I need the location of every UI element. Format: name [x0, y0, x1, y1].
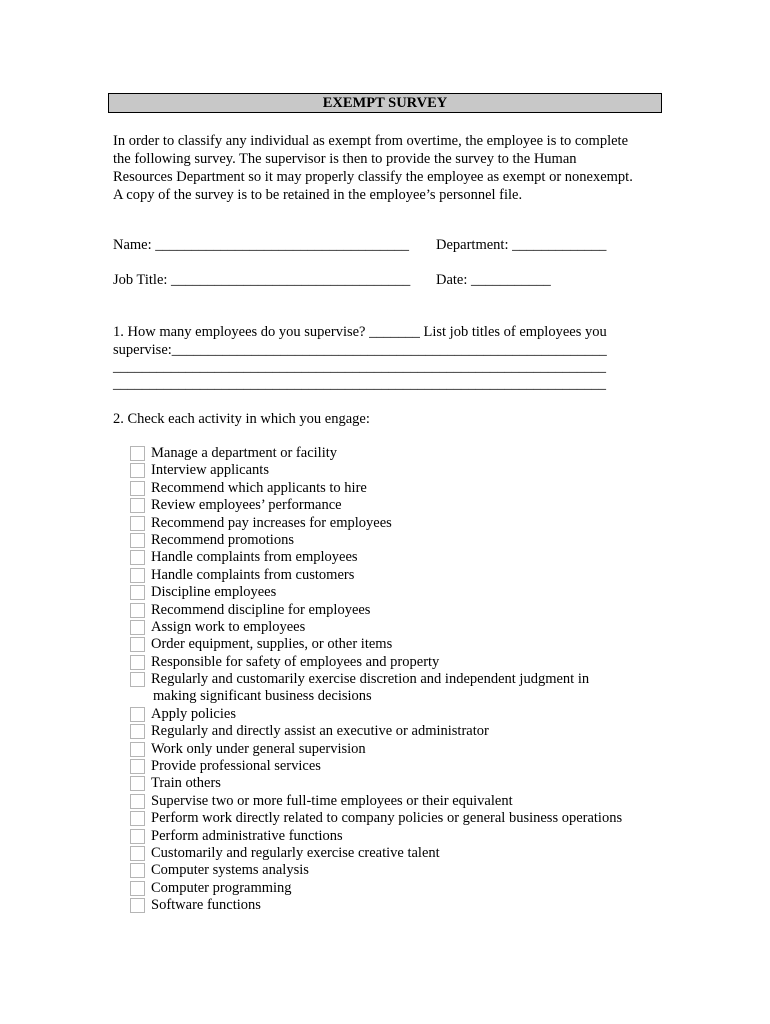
list-item — [130, 654, 622, 671]
activity-label: Supervise two or more full-time employees or their equivalent — [151, 792, 513, 809]
list-item — [130, 828, 622, 845]
activity-checkbox[interactable] — [130, 603, 145, 618]
activity-checkbox[interactable] — [130, 863, 145, 878]
activity-checkbox[interactable] — [130, 846, 145, 861]
list-item — [130, 862, 622, 879]
list-item — [130, 462, 622, 479]
job-title-field[interactable]: Job Title: _________________________________ — [113, 272, 411, 288]
activity-checkbox[interactable] — [130, 776, 145, 791]
list-item — [130, 845, 622, 862]
list-item — [130, 480, 622, 497]
activity-label: Regularly and directly assist an executive or administrator — [151, 723, 489, 740]
activity-checkbox[interactable] — [130, 533, 145, 548]
activity-label: Handle complaints from customers — [151, 566, 355, 583]
activity-checkbox[interactable] — [130, 637, 145, 652]
list-item — [130, 758, 622, 775]
survey-title: EXEMPT SURVEY — [108, 93, 662, 113]
activity-checkbox[interactable] — [130, 794, 145, 809]
activity-label: Recommend promotions — [151, 531, 294, 548]
list-item — [130, 880, 622, 897]
activity-checkbox[interactable] — [130, 481, 145, 496]
list-item — [130, 567, 622, 584]
activity-label: Assign work to employees — [151, 618, 306, 635]
intro-paragraph — [113, 132, 673, 204]
activity-label: Responsible for safety of employees and property — [151, 653, 440, 670]
supervise-titles-line[interactable]: supervise:____________________________________________________________ — [113, 342, 607, 358]
list-item — [130, 584, 622, 601]
intro-line: In order to classify any individual as exempt from overtime, the employee is to complete — [113, 133, 629, 149]
activity-checkbox[interactable] — [130, 759, 145, 774]
activity-label: Recommend which applicants to hire — [151, 479, 367, 496]
activity-label-line: Regularly and customarily exercise discretion and independent judgment in — [151, 671, 590, 688]
activity-checkbox[interactable] — [130, 568, 145, 583]
list-item — [130, 723, 622, 740]
intro-line: the following survey. The supervisor is then to provide the survey to the Human — [113, 151, 577, 167]
list-item — [130, 602, 622, 619]
activity-checkbox[interactable] — [130, 898, 145, 913]
supervise-titles-line[interactable]: ____________________________________________________________________ — [113, 359, 606, 375]
list-item — [130, 741, 622, 758]
activity-checkbox[interactable] — [130, 655, 145, 670]
activity-label: Software functions — [151, 897, 261, 914]
activity-label: Interview applicants — [151, 462, 269, 479]
activity-checkbox[interactable] — [130, 811, 145, 826]
list-item — [130, 445, 622, 462]
list-item — [130, 897, 622, 914]
activity-label: Computer programming — [151, 879, 292, 896]
list-item — [130, 515, 622, 532]
activity-label: Apply policies — [151, 705, 236, 722]
activity-checkbox[interactable] — [130, 463, 145, 478]
activity-label: Manage a department or facility — [151, 445, 338, 461]
activity-checkbox[interactable] — [130, 881, 145, 896]
activity-checkbox[interactable] — [130, 446, 145, 461]
activity-label — [151, 671, 589, 706]
list-item — [130, 706, 622, 723]
list-item — [130, 775, 622, 792]
activity-checkbox[interactable] — [130, 742, 145, 757]
question-2-prompt: 2. Check each activity in which you engage: — [113, 411, 370, 427]
activity-label: Perform administrative functions — [151, 827, 343, 844]
activity-label: Recommend discipline for employees — [151, 601, 371, 618]
supervise-titles-line[interactable]: ____________________________________________________________________ — [113, 376, 606, 392]
activity-checkbox[interactable] — [130, 724, 145, 739]
activity-checkbox[interactable] — [130, 516, 145, 531]
list-item — [130, 810, 622, 827]
activity-checkbox[interactable] — [130, 829, 145, 844]
list-item — [130, 636, 622, 653]
activity-checkbox[interactable] — [130, 585, 145, 600]
name-field[interactable]: Name: ___________________________________ — [113, 237, 410, 253]
activity-checkbox[interactable] — [130, 672, 145, 687]
activity-checklist — [130, 445, 622, 915]
question-1-text: 1. How many employees do you supervise? _______ List job titles of employees you — [113, 324, 607, 340]
activity-label-continuation: making significant business decisions — [153, 688, 372, 705]
activity-label: Perform work directly related to company policies or general business operations — [151, 810, 623, 827]
activity-label: Discipline employees — [151, 584, 277, 601]
department-field[interactable]: Department: _____________ — [436, 237, 607, 253]
activity-label: Computer systems analysis — [151, 862, 309, 879]
list-item — [130, 497, 622, 514]
activity-checkbox[interactable] — [130, 550, 145, 565]
intro-line: Resources Department so it may properly classify the employee as exempt or nonexempt. — [113, 169, 633, 185]
activity-label: Provide professional services — [151, 758, 321, 775]
activity-label: Handle complaints from employees — [151, 549, 358, 566]
list-item — [130, 793, 622, 810]
intro-line: A copy of the survey is to be retained in the employee’s personnel file. — [113, 187, 523, 203]
activity-label: Customarily and regularly exercise creative talent — [151, 845, 440, 861]
activity-label: Review employees’ performance — [151, 497, 342, 514]
activity-label: Recommend pay increases for employees — [151, 514, 392, 531]
date-field[interactable]: Date: ___________ — [436, 272, 551, 288]
activity-checkbox[interactable] — [130, 620, 145, 635]
activity-label: Order equipment, supplies, or other items — [151, 636, 393, 653]
list-item — [130, 549, 622, 566]
activity-checkbox[interactable] — [130, 498, 145, 513]
activity-label: Train others — [151, 775, 221, 792]
list-item — [130, 671, 622, 706]
list-item — [130, 619, 622, 636]
activity-checkbox[interactable] — [130, 707, 145, 722]
list-item — [130, 532, 622, 549]
activity-label: Work only under general supervision — [151, 740, 366, 757]
